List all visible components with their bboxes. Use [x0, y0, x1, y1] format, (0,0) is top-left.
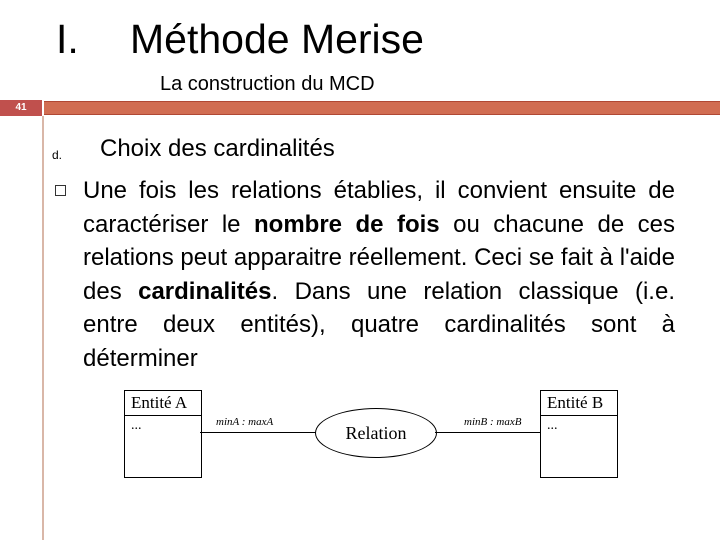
entity-b-body: ...	[547, 418, 558, 433]
entity-a-body: ...	[131, 418, 142, 433]
slide-number-box	[0, 100, 42, 116]
slide-number: 41	[15, 102, 27, 113]
title-number: I.	[56, 16, 79, 62]
body-paragraph	[83, 174, 675, 375]
entity-a-box	[124, 390, 202, 478]
paragraph-text-3: . Dans une relation classique (i.e. entre deux entités), quatre cardinalités sont à déterminer	[83, 277, 675, 372]
paragraph-bold-1: nombre de fois	[254, 210, 440, 238]
bullet-checkbox-icon	[55, 185, 66, 196]
cardinality-b: minB : maxB	[464, 416, 522, 428]
left-divider	[42, 116, 44, 540]
header-bar	[0, 100, 720, 116]
page-title	[56, 14, 424, 64]
link-line-b	[435, 432, 540, 433]
entity-b-title: Entité B	[541, 391, 617, 416]
paragraph-bold-2: cardinalités	[138, 277, 272, 305]
title-text: Méthode Merise	[130, 16, 424, 62]
entity-b-box	[540, 390, 618, 478]
page-subtitle: La construction du MCD	[160, 73, 375, 95]
section-heading: Choix des cardinalités	[100, 135, 335, 162]
section-marker: d.	[52, 148, 63, 162]
mcd-diagram	[120, 380, 620, 480]
header-bar-stripe	[44, 101, 720, 115]
paragraph-text-1: Une fois les relations établies, il convient ensuite de caractériser le	[83, 177, 675, 238]
cardinality-a: minA : maxA	[216, 416, 274, 428]
paragraph-text-2: ou chacune de ces relations peut apparaitre réellement. Ceci se fait à l'aide des	[83, 210, 675, 305]
entity-a-title: Entité A	[125, 391, 201, 416]
relation-ellipse: Relation	[315, 408, 437, 458]
link-line-a	[200, 432, 330, 433]
